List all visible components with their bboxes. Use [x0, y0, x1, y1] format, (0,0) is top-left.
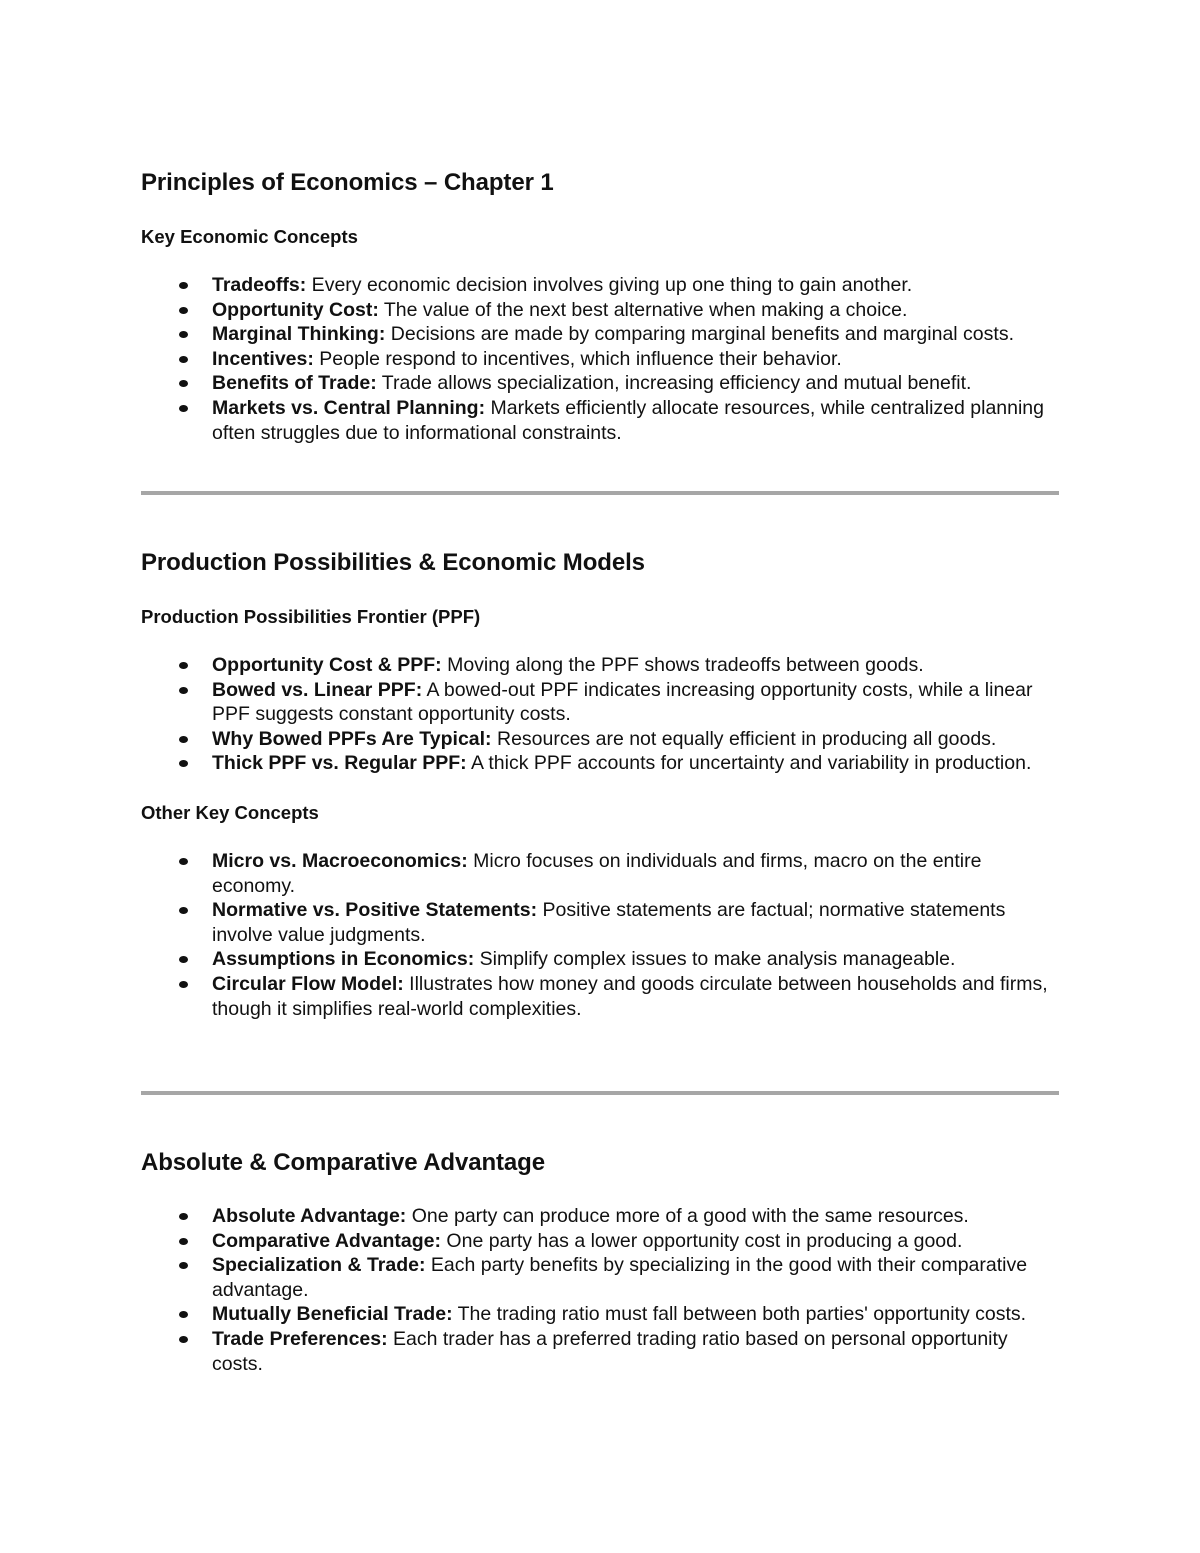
- bullet-icon: [179, 981, 188, 988]
- item-text: Micro focuses on individuals and firms, macro on the entire economy.: [212, 849, 982, 897]
- bullet-icon: [179, 1336, 188, 1343]
- list-item: [141, 1327, 1059, 1376]
- list-item: [141, 1229, 1059, 1254]
- bullet-icon: [179, 687, 188, 694]
- list-item: [141, 751, 1059, 776]
- bullet-icon: [179, 307, 188, 314]
- subsection-heading: Production Possibilities Frontier (PPF): [141, 606, 481, 627]
- section-comparative-advantage: [141, 1146, 1059, 1376]
- item-term: Micro vs. Macroeconomics:: [212, 849, 468, 872]
- bullet-icon: [179, 760, 188, 767]
- item-term: Normative vs. Positive Statements:: [212, 899, 538, 922]
- list-item: [141, 322, 1059, 347]
- bullet-icon: [179, 858, 188, 865]
- bullet-icon: [179, 380, 188, 387]
- list-item: [141, 396, 1059, 445]
- list-item: [141, 273, 1059, 298]
- item-text: Moving along the PPF shows tradeoffs between goods.: [441, 654, 924, 676]
- item-text: People respond to incentives, which influence their behavior.: [313, 347, 842, 370]
- section-title: Absolute & Comparative Advantage: [141, 1149, 545, 1176]
- list-item: [141, 947, 1059, 972]
- item-text: A bowed-out PPF indicates increasing opportunity costs, while a linear PPF suggests constant opportunity costs.: [212, 678, 1033, 726]
- section-divider: [141, 491, 1059, 495]
- list-item: [141, 972, 1059, 1021]
- list-item: [141, 653, 1059, 678]
- subsection-heading: Other Key Concepts: [141, 801, 319, 823]
- item-text: Resources are not equally efficient in producing all goods.: [491, 727, 997, 750]
- item-text: Simplify complex issues to make analysis manageable.: [474, 948, 956, 971]
- list-item: [141, 1253, 1059, 1302]
- bullet-icon: [179, 331, 188, 338]
- item-term: Bowed vs. Linear PPF:: [212, 678, 423, 701]
- item-term: Marginal Thinking:: [212, 323, 386, 346]
- item-text: The trading ratio must fall between both parties' opportunity costs.: [452, 1303, 1027, 1326]
- bullet-list: [141, 1204, 1059, 1376]
- section-production-possibilities: [141, 546, 1059, 1021]
- item-term: Mutually Beneficial Trade:: [212, 1303, 453, 1326]
- list-item: [141, 371, 1059, 396]
- bullet-icon: [179, 662, 188, 669]
- item-term: Markets vs. Central Planning:: [212, 396, 486, 419]
- bullet-list: [141, 273, 1059, 445]
- item-text: Trade allows specialization, increasing efficiency and mutual benefit.: [376, 372, 972, 395]
- bullet-list: [141, 653, 1059, 776]
- item-text: One party can produce more of a good with the same resources.: [406, 1205, 969, 1227]
- item-term: Why Bowed PPFs Are Typical:: [212, 727, 492, 750]
- bullet-icon: [179, 1213, 188, 1220]
- list-item: [141, 849, 1059, 898]
- item-text: Each trader has a preferred trading ratio based on personal opportunity costs.: [212, 1327, 1008, 1375]
- item-term: Specialization & Trade:: [212, 1254, 426, 1277]
- item-term: Absolute Advantage:: [212, 1205, 407, 1227]
- list-item: [141, 898, 1059, 947]
- item-term: Thick PPF vs. Regular PPF:: [212, 752, 467, 775]
- bullet-icon: [179, 736, 188, 743]
- list-item: [141, 347, 1059, 372]
- item-text: Every economic decision involves giving up one thing to gain another.: [306, 274, 913, 296]
- bullet-icon: [179, 1311, 188, 1318]
- item-text: Each party benefits by specializing in the good with their comparative advantage.: [212, 1254, 1028, 1301]
- item-term: Comparative Advantage:: [212, 1229, 442, 1252]
- list-item: [141, 678, 1059, 727]
- bullet-icon: [179, 1238, 188, 1245]
- bullet-icon: [179, 1262, 188, 1269]
- bullet-icon: [179, 356, 188, 363]
- bullet-icon: [179, 907, 188, 914]
- list-item: [141, 1302, 1059, 1327]
- item-term: Opportunity Cost & PPF:: [212, 654, 442, 676]
- section-title: Production Possibilities & Economic Models: [141, 549, 645, 576]
- item-term: Opportunity Cost:: [212, 298, 379, 321]
- item-text: Illustrates how money and goods circulate between households and firms, though it simplifies real-world complexities.: [212, 972, 1048, 1020]
- section-title: Principles of Economics – Chapter 1: [141, 169, 554, 196]
- item-text: A thick PPF accounts for uncertainty and variability in production.: [466, 752, 1032, 775]
- item-text: Markets efficiently allocate resources, while centralized planning often struggles due to informational constraints.: [212, 396, 1044, 444]
- item-term: Tradeoffs:: [212, 274, 307, 296]
- item-text: Positive statements are factual; normative statements involve value judgments.: [212, 899, 1006, 946]
- list-item: [141, 298, 1059, 323]
- item-term: Assumptions in Economics:: [212, 948, 475, 971]
- bullet-icon: [179, 405, 188, 412]
- item-text: Decisions are made by comparing marginal benefits and marginal costs.: [385, 323, 1014, 346]
- item-term: Benefits of Trade:: [212, 372, 377, 395]
- item-term: Circular Flow Model:: [212, 972, 404, 995]
- bullet-icon: [179, 282, 188, 289]
- subsection-heading: Key Economic Concepts: [141, 226, 358, 247]
- item-text: One party has a lower opportunity cost in producing a good.: [441, 1229, 963, 1252]
- list-item: [141, 727, 1059, 752]
- bullet-icon: [179, 956, 188, 963]
- section-key-concepts: [141, 166, 1059, 445]
- section-divider: [141, 1091, 1059, 1095]
- item-term: Trade Preferences:: [212, 1327, 388, 1350]
- list-item: [141, 1204, 1059, 1229]
- item-term: Incentives:: [212, 347, 314, 370]
- item-text: The value of the next best alternative when making a choice.: [378, 298, 908, 321]
- bullet-list: [141, 849, 1059, 1021]
